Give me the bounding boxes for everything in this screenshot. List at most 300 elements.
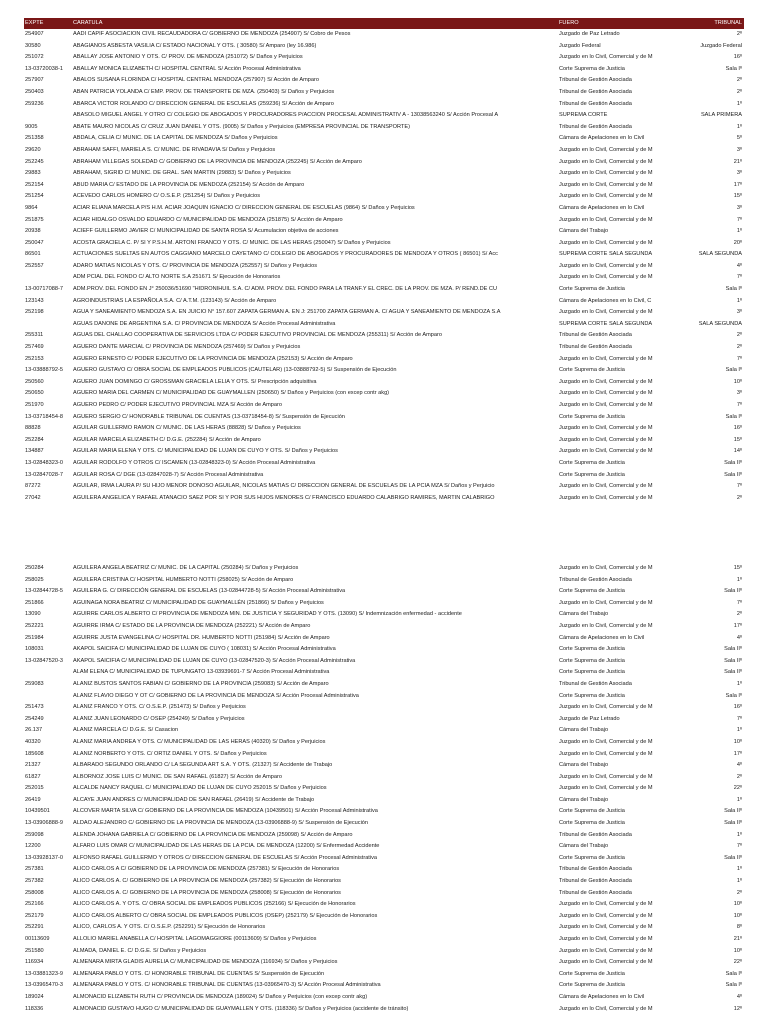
table-row bbox=[24, 922, 744, 934]
caratula-cell: ACIAR ELIANA MARCELA P/S H.M. ACIAR JOAQUIN IGNACIO C/ DIRECCION GENERAL DE ESCUELAS (9864) S/ Daños y Perjuicios bbox=[73, 204, 415, 211]
tribunal-cell: 3º bbox=[736, 309, 742, 316]
caratula-cell: ALAM ELENA C/ MUNICIPALIDAD DE TUPUNGATO 13-03939691-7 S/ Acción Procesal Administrativa bbox=[73, 669, 330, 676]
expte-cell: 185608 bbox=[25, 750, 44, 757]
header-tribunal: TRIBUNAL bbox=[672, 18, 744, 29]
caratula-cell: ALENDA JOHANA GABRIELA C/ GOBIERNO DE LA PROVINCIA DE MENDOZA (259098) S/ Acción de Amparo bbox=[73, 831, 353, 838]
caratula-cell: ALANIZ JUAN LEONARDO C/ OSEP (254249) S/ Daños y Perjuicios bbox=[73, 715, 245, 722]
table-row bbox=[24, 702, 744, 714]
fuero-cell: Juzgado en lo Civil, Comercial y de M bbox=[559, 483, 653, 490]
fuero-cell: SUPREMA CORTE SALA SEGUNDA bbox=[559, 251, 653, 258]
tribunal-cell: 3º bbox=[736, 146, 742, 153]
expte-cell: 00113609 bbox=[25, 936, 50, 942]
table-row bbox=[24, 714, 744, 726]
tribunal-cell: 2º bbox=[736, 332, 742, 339]
caratula-cell: ALANIZ MARIA ANDREA Y OTS. C/ MUNICIPALIDAD DE LAS HERAS (40320) S/ Daños y Perjuicios bbox=[73, 738, 326, 745]
caratula-cell: ALFONSO RAFAEL GUILLERMO Y OTROS C/ DIRECCION GENERAL DE ESCUELAS S/ Acción Procesal Administrativa bbox=[73, 854, 378, 861]
tribunal-cell: 4º bbox=[736, 262, 742, 269]
caratula-cell: ABRAHAM SAFFI, MARIELA S. C/ MUNIC. DE RIVADAVIA S/ Daños y Perjuicios bbox=[73, 146, 276, 153]
fuero-cell: Juzgado en lo Civil, Comercial y de M bbox=[559, 146, 653, 153]
fuero-cell: Juzgado en lo Civil, Comercial y de M bbox=[559, 262, 653, 269]
caratula-cell: ALICO CARLOS A. Y OTS. C/ OBRA SOCIAL DE EMPLEADOS PUBLICOS (252166) S/ Ejecución de Honorarios bbox=[73, 901, 356, 908]
caratula-cell: ALICO CARLOS A. C/ GOBIERNO DE LA PROVINCIA DE MENDOZA (257382) S/ Ejecución de Honorarios bbox=[73, 878, 341, 885]
tribunal-cell: Sala IIº bbox=[724, 820, 742, 827]
caratula-cell: ALCALDE NANCY RAQUEL C/ MUNICIPALIDAD DE LUJAN DE CUYO 252015 S/ Daños y Perjuicios bbox=[73, 785, 327, 792]
caratula-cell: ALANIZ FLAVIO DIEGO Y OT C/ GOBIERNO DE LA PROVINCIA DE MENDOZA S/ Acción Procesal Administrativa bbox=[73, 692, 359, 699]
table-row bbox=[24, 435, 744, 447]
tribunal-cell: Sala IIº bbox=[724, 471, 742, 478]
caratula-cell: ABAGIANOS ASBESTA VASILIA C/ ESTADO NACIONAL Y OTS. ( 30580) S/ Amparo (ley 16.986) bbox=[73, 42, 317, 49]
caratula-cell: AGUERO PEDRO C/ PODER EJECUTIVO PROVINCIAL MZA S/ Acción de Amparo bbox=[73, 402, 282, 408]
table-row bbox=[24, 493, 744, 505]
expte-cell: 86501 bbox=[25, 251, 41, 258]
table-row bbox=[24, 203, 744, 215]
caratula-cell: ALANIZ FRANCO Y OTS. C/ O.S.E.P. (251473) S/ Daños y Perjuicios bbox=[73, 704, 246, 711]
caratula-cell: AGUERO GUSTAVO C/ OBRA SOCIAL DE EMPLEADOS PUBLICOS (CAUTELAR) (13-03888792-5) S/ Suspensión de Ejecución bbox=[73, 367, 397, 374]
tribunal-cell: Juzgado Federal bbox=[700, 42, 742, 49]
table-row bbox=[24, 876, 744, 888]
fuero-cell: SUPREMA CORTE bbox=[559, 112, 608, 119]
table-row bbox=[24, 342, 744, 354]
tribunal-cell: 7º bbox=[736, 483, 742, 490]
tribunal-cell: Sala Iº bbox=[725, 413, 742, 420]
fuero-cell: Tribunal de Gestión Asociada bbox=[559, 344, 632, 351]
caratula-cell: ALICO, CARLOS A. Y OTS. C/ O.S.E.P. (252291) S/ Ejecución de Honorarios bbox=[73, 924, 266, 931]
tribunal-cell: 16º bbox=[733, 54, 742, 61]
tribunal-cell: 15º bbox=[733, 193, 742, 200]
caratula-cell: AGUILAR MARCELA ELIZABETH C/ D.G.E. (252284) S/ Acción de Amparo bbox=[73, 436, 261, 443]
fuero-cell: Juzgado en lo Civil, Comercial y de M bbox=[559, 959, 653, 966]
table-row bbox=[24, 307, 744, 319]
fuero-cell: Corte Suprema de Justicia bbox=[559, 588, 625, 595]
caratula-cell: ALCOVER MARTA SILVA C/ GOBIERNO DE LA PROVINCIA DE MENDOZA (10439501) S/ Acción Procesal Administrativa bbox=[73, 808, 378, 815]
tribunal-cell: 17º bbox=[733, 622, 742, 629]
expte-cell: 254249 bbox=[25, 715, 44, 722]
tribunal-cell: 20º bbox=[733, 239, 742, 246]
caratula-cell: ABALLAY MONICA ELIZABETH C/ HOSPITAL CENTRAL S/ Acción Procesal Administrativa bbox=[73, 65, 301, 72]
fuero-cell: Corte Suprema de Justicia bbox=[559, 471, 625, 478]
tribunal-cell: 4º bbox=[736, 634, 742, 641]
expte-cell: 61827 bbox=[25, 773, 41, 780]
case-table-bottom bbox=[24, 563, 744, 1015]
expte-cell: 26.137 bbox=[25, 727, 43, 734]
caratula-cell: AGUILAR RODOLFO Y OTROS C/ ISCAMEN (13-02848323-0) S/ Acción Procesal Administrativa bbox=[73, 459, 316, 466]
expte-cell: 13-03888792-5 bbox=[25, 367, 63, 374]
expte-cell: 250284 bbox=[25, 565, 44, 571]
tribunal-cell: 2º bbox=[736, 773, 742, 780]
expte-cell: 9005 bbox=[25, 123, 38, 130]
tribunal-cell: 2º bbox=[736, 88, 742, 95]
tribunal-cell: Sala Iº bbox=[725, 692, 742, 699]
tribunal-cell: 14º bbox=[733, 448, 742, 455]
caratula-cell: ABASOLO MIGUEL ANGEL Y OTRO C/ COLEGIO DE ABOGADOS Y PROCURADORES P/ACCION PROCESAL ADMINISTRATIV A - 13038563240 S/ Acción Procesal A bbox=[73, 112, 499, 119]
expte-cell: 251580 bbox=[25, 947, 44, 954]
fuero-cell: Juzgado en lo Civil, Comercial y de M bbox=[559, 704, 653, 711]
case-list-top bbox=[24, 18, 744, 504]
fuero-cell: Cámara del Trabajo bbox=[559, 228, 609, 235]
table-row bbox=[24, 609, 744, 621]
caratula-cell: AGUA Y SANEAMIENTO MENDOZA S.A. EN JUICIO N° 157.607 ZAPATA GERMAN A. EN J: 251700 ZAPATA GERMAN A. C/ AGUA Y SANEAMIENTO DE MENDOZA S.A bbox=[73, 309, 501, 316]
table-row bbox=[24, 412, 744, 424]
tribunal-cell: 7º bbox=[736, 355, 742, 362]
caratula-cell: ACIEFF GUILLERMO JAVIER C/ MUNICIPALIDAD DE SANTA ROSA S/ Acumulacion objetiva de acciones bbox=[73, 228, 339, 235]
fuero-cell: Corte Suprema de Justicia bbox=[559, 669, 625, 676]
tribunal-cell: Sala IIº bbox=[724, 669, 742, 676]
tribunal-cell: 8º bbox=[736, 924, 742, 931]
fuero-cell: Juzgado en lo Civil, Comercial y de M bbox=[559, 622, 653, 629]
caratula-cell: ABRAHAM VILLEGAS SOLEDAD C/ GOBIERNO DE LA PROVINCIA DE MENDOZA (252245) S/ Acción de Amparo bbox=[73, 158, 362, 165]
caratula-cell: AGUERO DANTE MARCIAL C/ PROVINCIA DE MENDOZA (257469) S/ Daños y Perjuicios bbox=[73, 344, 301, 351]
fuero-cell: Cámara de Apelaciones en lo Civil, C bbox=[559, 297, 652, 304]
caratula-cell: ABRAHAM, SIGRID C/ MUNIC. DE GRAL. SAN MARTIN (29883) S/ Daños y Perjuicios bbox=[73, 170, 291, 177]
fuero-cell: Juzgado en lo Civil, Comercial y de M bbox=[559, 425, 653, 432]
caratula-cell: ALMONACID GUSTAVO HUGO C/ MUNICIPALIDAD DE GUAYMALLEN Y OTS. (118336) S/ Daños y Perjuicios (accidente de tránsito) bbox=[73, 1005, 409, 1012]
caratula-cell: ALMONACID ELIZABETH RUTH C/ PROVINCIA DE MENDOZA (189024) S/ Daños y Perjuicios (con excep contr akg) bbox=[73, 993, 368, 1000]
caratula-cell: AGUERO JUAN DOMINGO C/ GROSSMAN GRACIELA LELIA Y OTS. S/ Prescripción adquisitiva bbox=[73, 378, 317, 385]
tribunal-cell: 1º bbox=[736, 576, 742, 583]
tribunal-cell: 1º bbox=[736, 866, 742, 873]
table-row bbox=[24, 365, 744, 377]
caratula-cell: ADARO MATIAS NICOLAS Y OTS. C/ PROVINCIA DE MENDOZA (252557) S/ Daños y Perjuicios bbox=[73, 262, 318, 269]
caratula-cell: ACTUACIONES SUELTAS EN AUTOS CAGGIANO MARCELO CAYETANO C/ COLEGIO DE ABOGADOS Y PROCURADORES DE MENDOZA Y OTROS ( 86501) S/ Acc bbox=[73, 251, 498, 258]
fuero-cell: Juzgado en lo Civil, Comercial y de M bbox=[559, 785, 653, 792]
tribunal-cell: 1º bbox=[736, 100, 742, 107]
tribunal-cell: 7º bbox=[736, 402, 742, 408]
expte-cell: 251358 bbox=[25, 135, 44, 142]
expte-cell bbox=[24, 110, 72, 122]
caratula-cell: AGROINDUSTRIAS LA ESPAÑOLA S.A. C/ A.T.M. (123143) S/ Acción de Amparo bbox=[73, 297, 277, 304]
expte-cell: 13-03906888-9 bbox=[25, 820, 63, 827]
tribunal-cell: 1º bbox=[736, 228, 742, 235]
fuero-cell: Juzgado de Paz Letrado bbox=[559, 715, 620, 722]
expte-cell: 13-03928137-0 bbox=[25, 854, 63, 861]
table-row bbox=[24, 864, 744, 876]
tribunal-cell: 5º bbox=[736, 135, 742, 142]
caratula-cell: ABARCA VICTOR ROLANDO C/ DIRECCION GENERAL DE ESCUELAS (259236) S/ Acción de Amparo bbox=[73, 100, 334, 107]
tribunal-cell: 21º bbox=[733, 936, 742, 942]
table-row bbox=[24, 319, 744, 331]
table-row bbox=[24, 691, 744, 703]
caratula-cell: AGUILAR MARIA ELENA Y OTS. C/ MUNICIPALIDAD DE LUJAN DE CUYO Y OTS. S/ Daños y Perjuicios bbox=[73, 448, 338, 455]
tribunal-cell: 15º bbox=[733, 565, 742, 571]
tribunal-cell: 10º bbox=[733, 947, 742, 954]
table-row bbox=[24, 598, 744, 610]
fuero-cell: Cámara de Apelaciones en lo Civil bbox=[559, 135, 645, 142]
caratula-cell: ABAN PATRICIA YOLANDA C/ EMP. PROV. DE TRANSPORTE DE MZA. (250403) S/ Daños y Perjuicios bbox=[73, 88, 335, 95]
fuero-cell: Tribunal de Gestión Asociada bbox=[559, 831, 632, 838]
tribunal-cell: Sala Iº bbox=[725, 65, 742, 72]
tribunal-cell: 2º bbox=[736, 494, 742, 501]
tribunal-cell: 22º bbox=[733, 959, 742, 966]
expte-cell: 259236 bbox=[25, 100, 44, 107]
tribunal-cell: 1º bbox=[736, 727, 742, 734]
table-row bbox=[24, 284, 744, 296]
expte-cell: 118336 bbox=[25, 1005, 44, 1012]
expte-cell: 252166 bbox=[25, 901, 44, 908]
fuero-cell: Tribunal de Gestión Asociada bbox=[559, 878, 632, 885]
tribunal-cell: 2º bbox=[736, 31, 742, 37]
expte-cell: 29883 bbox=[25, 170, 41, 177]
expte-cell: 10439501 bbox=[25, 808, 50, 815]
caratula-cell: ALICO CARLOS A. C/ GOBIERNO DE LA PROVINCIA DE MENDOZA (258008) S/ Ejecución de Honorarios bbox=[73, 889, 341, 896]
caratula-cell: AGUILERA ANGELICA Y RAFAEL ATANACIO SAEZ POR SI Y POR SUS HIJOS MENORES C/ FRANCISCO EDUARDO CALABRIGO RAMIRES, MARTIN CALABRIGO bbox=[73, 494, 495, 501]
case-table-top bbox=[24, 18, 744, 504]
expte-cell: 13090 bbox=[25, 611, 41, 618]
tribunal-cell: 12º bbox=[733, 1005, 742, 1012]
table-row bbox=[24, 377, 744, 389]
fuero-cell: Corte Suprema de Justicia bbox=[559, 808, 625, 815]
tribunal-cell: SALA SEGUNDA bbox=[698, 251, 742, 258]
expte-cell: 250560 bbox=[25, 378, 44, 385]
expte-cell: 27042 bbox=[25, 494, 41, 501]
tribunal-cell: 7º bbox=[736, 216, 742, 223]
fuero-cell: Juzgado en lo Civil, Comercial y de M bbox=[559, 738, 653, 745]
table-row bbox=[24, 99, 744, 111]
expte-cell: 251875 bbox=[25, 216, 44, 223]
caratula-cell: ABUD MARIA C/ ESTADO DE LA PROVINCIA DE MENDOZA (252154) S/ Acción de Amparo bbox=[73, 181, 305, 188]
expte-cell: 30580 bbox=[25, 42, 41, 49]
fuero-cell: Juzgado en lo Civil, Comercial y de M bbox=[559, 750, 653, 757]
fuero-cell: Tribunal de Gestión Asociada bbox=[559, 123, 632, 130]
tribunal-cell: SALA PRIMERA bbox=[700, 112, 742, 119]
table-row bbox=[24, 911, 744, 923]
caratula-cell: AGUILAR, IRMA LAURA P/ SU HIJO MENOR DONOSO AGUILAR, NICOLAS MATIAS C/ DIRECCION GENERAL DE ESCUELAS DE LA PCIA MZA S/ Daños y Perjuicio bbox=[73, 483, 495, 490]
fuero-cell: Corte Suprema de Justicia bbox=[559, 820, 625, 827]
caratula-cell: AGUERO SERGIO C/ HONORABLE TRIBUNAL DE CUENTAS (13-03718454-8) S/ Suspensión de Ejecución bbox=[73, 413, 345, 420]
expte-cell: 257382 bbox=[25, 878, 44, 885]
table-row bbox=[24, 191, 744, 203]
tribunal-cell: 7º bbox=[736, 599, 742, 606]
table-row bbox=[24, 992, 744, 1004]
fuero-cell: Cámara del Trabajo bbox=[559, 611, 609, 618]
table-row bbox=[24, 853, 744, 865]
table-row bbox=[24, 226, 744, 238]
table-row bbox=[24, 725, 744, 737]
table-row bbox=[24, 87, 744, 99]
table-row bbox=[24, 772, 744, 784]
tribunal-cell: 3º bbox=[736, 204, 742, 211]
table-row bbox=[24, 957, 744, 969]
expte-cell: 252179 bbox=[25, 912, 44, 919]
tribunal-cell: 1º bbox=[736, 297, 742, 304]
caratula-cell: ALDAO ALEJANDRO C/ GOBIERNO DE LA PROVINCIA DE MENDOZA (13-03906888-9) S/ Suspensión de Ejecución bbox=[73, 820, 369, 827]
expte-cell: 252198 bbox=[25, 309, 44, 316]
caratula-cell: ACOSTA GRACIELA C. P/ SI Y P.S.H.M. ARTONI FRANCO Y OTS. C/ MUNIC. DE LAS HERAS (250047) S/ Daños y Perjuicios bbox=[73, 239, 391, 246]
expte-cell: 13-02848323-0 bbox=[25, 459, 63, 466]
expte-cell: 13-02847520-3 bbox=[25, 657, 63, 664]
expte-cell: 251254 bbox=[25, 193, 44, 200]
fuero-cell: Juzgado en lo Civil, Comercial y de M bbox=[559, 355, 653, 362]
table-row bbox=[24, 934, 744, 946]
fuero-cell: Cámara del Trabajo bbox=[559, 762, 609, 769]
tribunal-cell: 4º bbox=[736, 993, 742, 1000]
tribunal-cell: 2º bbox=[736, 611, 742, 618]
table-row bbox=[24, 215, 744, 227]
expte-cell: 13-02847028-7 bbox=[25, 471, 63, 478]
tribunal-cell: 1º bbox=[736, 831, 742, 838]
table-row bbox=[24, 354, 744, 366]
fuero-cell: Juzgado en lo Civil, Comercial y de M bbox=[559, 565, 653, 571]
fuero-cell: Tribunal de Gestión Asociada bbox=[559, 332, 632, 339]
table-row bbox=[24, 41, 744, 53]
table-row bbox=[24, 575, 744, 587]
fuero-cell: Corte Suprema de Justicia bbox=[559, 982, 625, 989]
expte-cell: 13-03720038-1 bbox=[25, 65, 63, 72]
fuero-cell: Juzgado en lo Civil, Comercial y de M bbox=[559, 402, 653, 408]
expte-cell: 259098 bbox=[25, 831, 44, 838]
caratula-cell: AGUERO ERNESTO C/ PODER EJECUTIVO DE LA PROVINCIA DE MENDOZA (252153) S/ Acción de Amparo bbox=[73, 355, 353, 362]
table-row bbox=[24, 621, 744, 633]
expte-cell: 26419 bbox=[25, 796, 41, 803]
table-row bbox=[24, 330, 744, 342]
expte-cell bbox=[24, 319, 72, 331]
tribunal-cell: 21º bbox=[733, 158, 742, 165]
caratula-cell: ALBARADO SEGUNDO ORLANDO C/ LA SEGUNDA ART S.A. Y OTS. (21327) S/ Accidente de Trabajo bbox=[73, 762, 333, 769]
fuero-cell: Corte Suprema de Justicia bbox=[559, 286, 625, 293]
tribunal-cell: 3º bbox=[736, 390, 742, 397]
fuero-cell: Juzgado en lo Civil, Comercial y de M bbox=[559, 239, 653, 246]
expte-cell: 251984 bbox=[25, 634, 44, 641]
expte-cell: 116934 bbox=[25, 959, 44, 966]
tribunal-cell: Sala Iº bbox=[725, 286, 742, 293]
expte-cell: 257907 bbox=[25, 77, 44, 84]
caratula-cell: ALANIZ BUSTOS SANTOS FABIAN C/ GOBIERNO DE LA PROVINCIA (259083) S/ Acción de Amparo bbox=[73, 680, 329, 687]
tribunal-cell: Sala IIº bbox=[724, 646, 742, 653]
table-row bbox=[24, 656, 744, 668]
expte-cell: 108031 bbox=[25, 646, 44, 653]
fuero-cell: Juzgado en lo Civil, Comercial y de M bbox=[559, 773, 653, 780]
table-row bbox=[24, 470, 744, 482]
fuero-cell: Tribunal de Gestión Asociada bbox=[559, 576, 632, 583]
table-row bbox=[24, 737, 744, 749]
tribunal-cell: 7º bbox=[736, 715, 742, 722]
caratula-cell: ALMADA, DANIEL E. C/ D.G.E. S/ Daños y Perjuicios bbox=[73, 947, 207, 954]
table-row bbox=[24, 563, 744, 575]
expte-cell: 9864 bbox=[25, 204, 38, 211]
fuero-cell: SUPREMA CORTE SALA SEGUNDA bbox=[559, 320, 653, 327]
fuero-cell: Cámara de Apelaciones en lo Civil bbox=[559, 204, 645, 211]
fuero-cell: Juzgado en lo Civil, Comercial y de M bbox=[559, 936, 653, 942]
fuero-cell: Cámara del Trabajo bbox=[559, 796, 609, 803]
expte-cell: 258025 bbox=[25, 576, 44, 583]
caratula-cell: ALCAYE JUAN ANDRES C/ MUNICIPALIDAD DE SAN RAFAEL (26419) S/ Accidente de Trabajo bbox=[73, 796, 315, 803]
fuero-cell: Corte Suprema de Justicia bbox=[559, 657, 625, 664]
fuero-cell: Juzgado de Paz Letrado bbox=[559, 31, 620, 37]
fuero-cell: Corte Suprema de Justicia bbox=[559, 854, 625, 861]
tribunal-cell: 16º bbox=[733, 704, 742, 711]
table-row bbox=[24, 783, 744, 795]
expte-cell: 13-02844728-5 bbox=[25, 588, 63, 595]
table-row bbox=[24, 679, 744, 691]
expte-cell: 13-03881323-9 bbox=[25, 970, 63, 977]
table-header-row bbox=[24, 18, 744, 29]
caratula-cell: ABDALA, CELIA C/ MUNIC. DE LA CAPITAL DE MENDOZA S/ Daños y Perjuicios bbox=[73, 135, 278, 142]
table-row bbox=[24, 180, 744, 192]
table-row bbox=[24, 481, 744, 493]
caratula-cell: ABATE MAURO NICOLAS C/ CRUZ JUAN DANIEL Y OTS. (9005) S/ Daños y Perjuicios (EMPRESA PROVINCIAL DE TRANSPORTE) bbox=[73, 123, 410, 130]
tribunal-cell: 2º bbox=[736, 344, 742, 351]
table-row bbox=[24, 749, 744, 761]
expte-cell: 257469 bbox=[25, 344, 44, 351]
tribunal-cell: Sala Iº bbox=[725, 982, 742, 989]
tribunal-cell: 10º bbox=[733, 378, 742, 385]
expte-cell: 88828 bbox=[25, 425, 41, 432]
case-list-bottom bbox=[24, 563, 744, 1015]
expte-cell: 21327 bbox=[25, 762, 41, 769]
fuero-cell: Corte Suprema de Justicia bbox=[559, 459, 625, 466]
fuero-cell: Juzgado en lo Civil, Comercial y de M bbox=[559, 912, 653, 919]
caratula-cell: ALICO CARLOS A C/ GOBIERNO DE LA PROVINCIA DE MENDOZA (257381) S/ Ejecución de Honorarios bbox=[73, 866, 340, 873]
tribunal-cell: Sala Iº bbox=[725, 367, 742, 374]
fuero-cell: Tribunal de Gestión Asociada bbox=[559, 88, 632, 95]
expte-cell bbox=[24, 667, 72, 679]
table-row bbox=[24, 29, 744, 41]
table-row bbox=[24, 888, 744, 900]
tribunal-cell: 2º bbox=[736, 77, 742, 84]
table-row bbox=[24, 633, 744, 645]
fuero-cell: Tribunal de Gestión Asociada bbox=[559, 866, 632, 873]
table-row bbox=[24, 969, 744, 981]
table-row bbox=[24, 110, 744, 122]
table-row bbox=[24, 841, 744, 853]
table-row bbox=[24, 806, 744, 818]
tribunal-cell: 2º bbox=[736, 889, 742, 896]
table-row bbox=[24, 238, 744, 250]
table-row bbox=[24, 446, 744, 458]
fuero-cell: Corte Suprema de Justicia bbox=[559, 367, 625, 374]
expte-cell bbox=[24, 691, 72, 703]
table-row bbox=[24, 458, 744, 470]
expte-cell: 13-03965470-3 bbox=[25, 982, 63, 989]
table-row bbox=[24, 400, 744, 412]
caratula-cell: ALMENARA PABLO Y OTS. C/ HONORABLE TRIBUNAL DE CUENTAS (13-03965470-3) S/ Acción Procesal Administrativa bbox=[73, 982, 381, 989]
caratula-cell: ALFARO LUIS OMAR C/ MUNICIPALIDAD DE LAS HERAS DE LA PCIA. DE MENDOZA (12200) S/ Enfermedad Accidente bbox=[73, 843, 380, 850]
table-row bbox=[24, 249, 744, 261]
caratula-cell: ALMENARA PABLO Y OTS. C/ HONORABLE TRIBUNAL DE CUENTAS S/ Suspensión de Ejecución bbox=[73, 970, 325, 977]
fuero-cell: Juzgado en lo Civil, Comercial y de M bbox=[559, 274, 653, 281]
table-row bbox=[24, 296, 744, 308]
tribunal-cell: 17º bbox=[733, 750, 742, 757]
table-row bbox=[24, 75, 744, 87]
fuero-cell: Tribunal de Gestión Asociada bbox=[559, 100, 632, 107]
table-row bbox=[24, 145, 744, 157]
caratula-cell: AGUILAR GUILLERMO RAMON C/ MUNIC. DE LAS HERAS (88828) S/ Daños y Perjuicios bbox=[73, 425, 301, 432]
expte-cell: 250047 bbox=[25, 239, 44, 246]
tribunal-cell: 1º bbox=[736, 878, 742, 885]
caratula-cell: AGUILERA G. C/ DIRECCIÓN GENERAL DE ESCUELAS (13-02844728-5) S/ Acción Procesal Administrativa bbox=[73, 588, 346, 595]
expte-cell: 134887 bbox=[25, 448, 44, 455]
fuero-cell: Juzgado en lo Civil, Comercial y de M bbox=[559, 947, 653, 954]
table-row bbox=[24, 760, 744, 772]
fuero-cell: Juzgado en lo Civil, Comercial y de M bbox=[559, 181, 653, 188]
tribunal-cell: 7º bbox=[736, 274, 742, 281]
tribunal-cell: 4º bbox=[736, 762, 742, 769]
caratula-cell: ACIAR HIDALGO OSVALDO EDUARDO C/ MUNICIPALIDAD DE MENDOZA (251875) S/ Acción de Amparo bbox=[73, 216, 343, 223]
expte-cell: 255311 bbox=[25, 332, 44, 339]
table-row bbox=[24, 980, 744, 992]
fuero-cell: Juzgado en lo Civil, Comercial y de M bbox=[559, 170, 653, 177]
tribunal-cell: 16º bbox=[733, 425, 742, 432]
fuero-cell: Tribunal de Gestión Asociada bbox=[559, 680, 632, 687]
fuero-cell: Juzgado en lo Civil, Comercial y de M bbox=[559, 1005, 653, 1012]
tribunal-cell: Sala IIº bbox=[724, 854, 742, 861]
expte-cell: 252221 bbox=[25, 622, 44, 629]
expte-cell: 250403 bbox=[25, 88, 44, 95]
table-row bbox=[24, 168, 744, 180]
tribunal-cell: 17º bbox=[733, 181, 742, 188]
tribunal-cell: Sala IIº bbox=[724, 459, 742, 466]
caratula-cell: AGUILAR ROSA C/ DGE (13-02847028-7) S/ Acción Procesal Administrativa bbox=[73, 471, 264, 478]
expte-cell: 252245 bbox=[25, 158, 44, 165]
